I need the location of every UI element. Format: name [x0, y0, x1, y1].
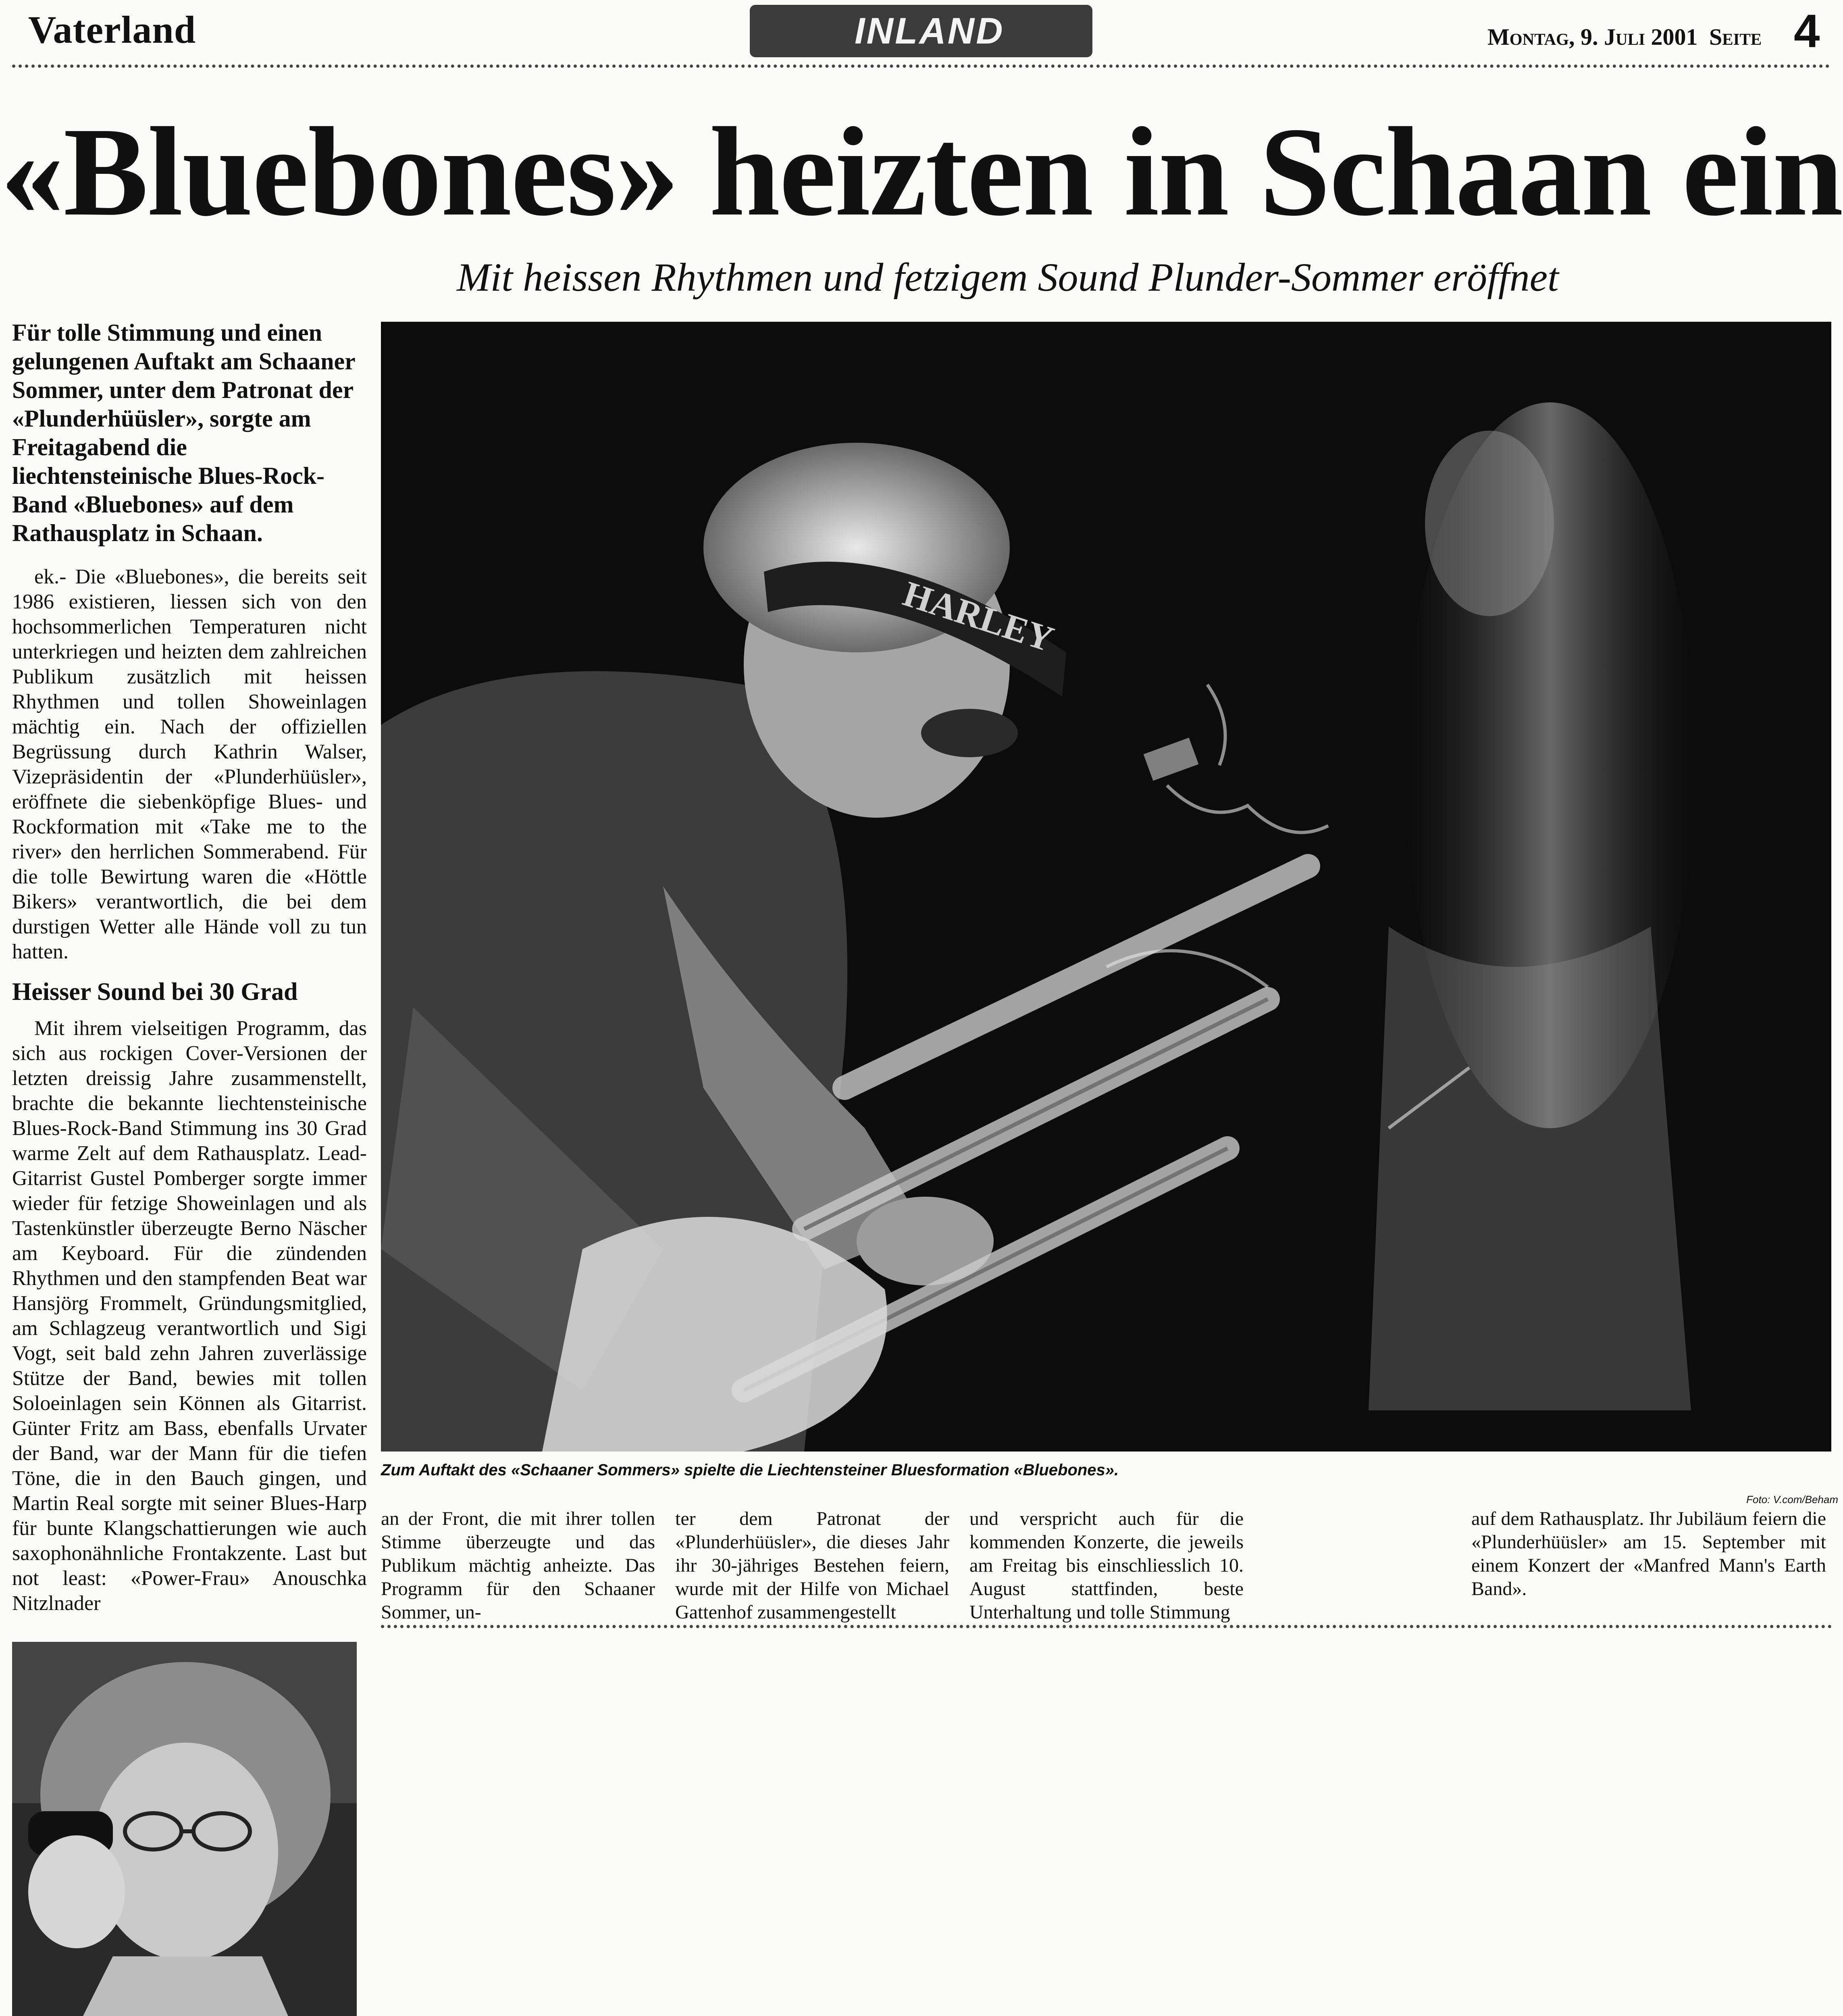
page-number: 4 [1794, 5, 1820, 57]
section-divider [381, 1625, 1832, 1628]
frontfrau-photo-image [12, 1642, 357, 2016]
article-column-b: ter dem Patronat der «Plunderhüüsler», die dieses Jahr ihr 30-jähriges Bestehen feiern, wurde mit der Hilfe von Michael Gattenhof zusammengestellt [675, 1508, 949, 1623]
frontfrau-photo [12, 1642, 357, 2016]
main-photo [381, 322, 1831, 1452]
page-label: Seite [1709, 24, 1762, 50]
intertitle: Heisser Sound bei 30 Grad [12, 978, 298, 1006]
section-label [750, 5, 1092, 57]
lead-paragraph: Für tolle Stimmung und einen gelungenen Auftakt am Schaaner Sommer, unter dem Patronat der «Plunderhüüsler», sorgte am Freitagabend die liechtensteinische Blues-Rock-Band «Bluebones» auf dem Rathausplatz in Schaan. [12, 319, 355, 546]
body-paragraph-2: Mit ihrem vielseitigen Programm, das sich aus rockigen Cover-Versionen der letzten dreissig Jahre zusammenstellt, brachte die bekannte liechtensteinische Blues-Rock-Band Stimmung ins 30 Grad warme Zelt auf dem Rathausplatz. Lead-Gitarrist Gustel Pomberger sorgte immer wieder für fetzige Showeinlagen und als Tastenkünstler überzeugte Berno Näscher am Keyboard. Für die zündenden Rhythmen und den stampfenden Beat war Hansjörg Frommelt, Gründungsmitglied, am Schlagzeug verantwortlich und Sigi Vogt, seit bald zehn Jahren zuverlässige Stütze der Band, bewies mit tollen Soloeinlagen sein Können als Gitarrist. Günter Fritz am Bass, ebenfalls Urvater der Band, war der Mann für die tiefen Töne, die in den Bauch gingen, und Martin Real sorgte mit seiner Blues-Harp für bunte Klangschattierungen wie auch saxophonähnliche Frontakzente. Last but not least: «Power-Frau» Anouschka Nitzlnader [12, 1017, 367, 1615]
subheadline: Mit heissen Rhythmen und fetzigem Sound Plunder-Sommer eröffnet [457, 255, 1559, 300]
masthead: Vaterland [28, 8, 196, 51]
header-divider [12, 65, 1830, 68]
article-column-a: an der Front, die mit ihrer tollen Stimme überzeugte und das Publikum mächtig anheizte. Das Programm für den Schaaner Sommer, un- [381, 1508, 655, 1623]
body-paragraph-1: ek.- Die «Bluebones», die bereits seit 1986 existieren, liessen sich von den hochsommerlichen Temperaturen nicht unterkriegen und heizten dem zahlreichen Publikum zusätzlich mit heissen Rhythmen und tollen Showeinlagen mächtig ein. Nach der offiziellen Begrüssung durch Kathrin Walser, Vizepräsidentin der «Plunderhüüsler», eröffnete die siebenköpfige Blues- und Rockformation mit «Take me to the river» den herrlichen Sommerabend. Für die tolle Bewirtung waren die «Höttle Bikers» verantwortlich, die bei dem durstigen Wetter alle Hände voll zu tun hatten. [12, 565, 367, 963]
main-photo-caption: Zum Auftakt des «Schaaner Sommers» spielte die Liechtensteiner Bluesformation «Bluebones». [381, 1461, 1119, 1479]
article-column-d: auf dem Rathausplatz. Ihr Jubiläum feiern die «Plunderhüüsler» am 15. September mit einem Konzert der «Manfred Mann's Earth Band». [1471, 1508, 1826, 1599]
photo-credit: Foto: V.com/Beham [1746, 1493, 1838, 1506]
article-column-c: und verspricht auch für die kommenden Konzerte, die jeweils am Freitag bis einschliesslich 10. August stattfinden, beste Unterhaltung und tolle Stimmung [969, 1508, 1244, 1623]
bandana-text: HARLEY [898, 573, 1059, 660]
main-photo-image [381, 322, 1831, 1452]
section-label-text: INLAND [855, 10, 1005, 52]
headline: «Bluebones» heizten in Schaan ein [0, 101, 1843, 242]
publication-date: Montag, 9. Juli 2001 [1487, 24, 1698, 50]
